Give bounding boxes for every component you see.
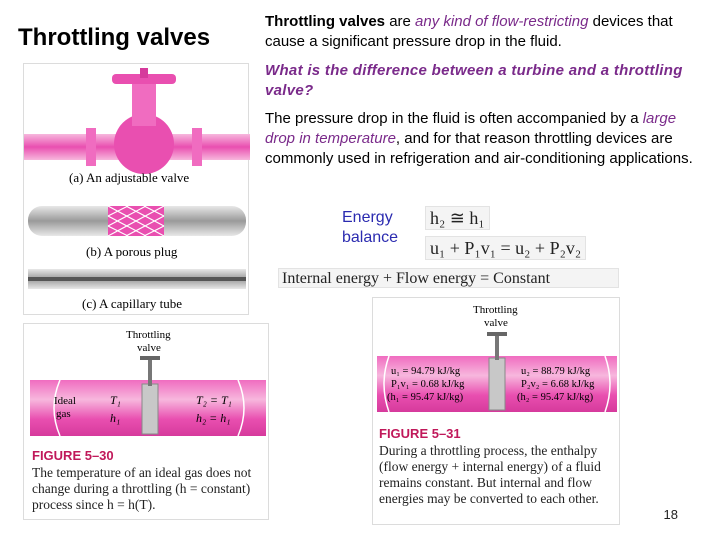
p2-italic: large drop in temperature — [265, 110, 677, 147]
figure-5-30-caption: The temperature of an ideal gas does not change during a throttling (h = constant) process since h = h(T). — [32, 465, 252, 512]
term-throttling-valves: Throttling valves — [265, 13, 386, 30]
energy-label-line1: Energy — [342, 209, 393, 226]
fig530-T2: T₂ = T₁ — [196, 393, 232, 407]
fig531-left-2: P₁v₁ = 0.68 kJ/kg — [391, 379, 465, 390]
caption-capillary-tube: (c) A capillary tube — [82, 296, 182, 311]
caption-adjustable-valve: (a) An adjustable valve — [69, 170, 190, 185]
p2-end: , and for that reason throttling devices are commonly used in refrigeration and air-conditioning applications. — [265, 130, 693, 167]
fig530-T1: T₁ — [110, 393, 121, 407]
figure-5-31-title: FIGURE 5–31 — [379, 426, 461, 441]
valve-stem-icon-2 — [495, 334, 499, 360]
fig531-right-1: u₂ = 88.79 kJ/kg — [521, 366, 591, 377]
energy-label-line2: balance — [342, 229, 399, 246]
figure-5-30-title: FIGURE 5–30 — [32, 448, 114, 463]
fig530-valve-label-2: valve — [137, 342, 161, 354]
valve-stem-icon — [148, 358, 152, 386]
throttling-devices-drawing — [24, 64, 250, 316]
intro-paragraph — [265, 12, 705, 52]
p2-start: The pressure drop in the fluid is often accompanied by a — [265, 110, 643, 127]
fig530-h1: h₁ — [110, 411, 121, 425]
fig530-valve-label-1: Throttling — [126, 329, 171, 341]
fig531-right-3: (h₂ = 95.47 kJ/kg) — [517, 392, 594, 403]
slide-title: Throttling valves — [18, 24, 211, 51]
valve-handle-icon — [140, 356, 160, 360]
fig530-gas-label-2: gas — [56, 408, 71, 420]
fig531-valve-label-2: valve — [484, 317, 508, 329]
caption-porous-plug: (b) A porous plug — [86, 244, 178, 259]
figure-5-31 — [372, 297, 620, 525]
page-number: 18 — [663, 507, 678, 522]
pressure-drop-paragraph — [265, 109, 705, 169]
figure-5-30 — [23, 323, 269, 520]
enthalpy-throttling-drawing — [373, 298, 621, 424]
throttling-devices-figure — [23, 63, 249, 315]
porous-plug-icon — [28, 206, 246, 236]
figure-5-31-caption: During a throttling process, the enthalpy (flow energy + internal energy) of a fluid remains constant. But internal and flow energies may be converted to each other. — [379, 443, 601, 506]
equation-constant: Internal energy + Flow energy = Constant — [278, 268, 619, 288]
fig530-gas-label-1: Ideal — [54, 395, 76, 407]
fig530-h2: h₂ = h₁ — [196, 411, 231, 425]
fig531-valve-label-1: Throttling — [473, 304, 518, 316]
ideal-gas-throttling-drawing — [24, 324, 270, 444]
capillary-tube-icon — [28, 269, 246, 289]
valve-body-icon — [142, 384, 158, 434]
valve-handle-icon-2 — [487, 332, 507, 336]
valve-body-icon-2 — [489, 358, 505, 410]
intro-are: are — [385, 13, 416, 30]
equation-h2-h1: h₂ ≅ h₁ — [425, 206, 490, 230]
fig531-right-2: P₂v₂ = 6.68 kJ/kg — [521, 379, 595, 390]
adjustable-valve-icon — [24, 68, 250, 174]
intro-end: devices that cause a significant pressure drop in the fluid. — [265, 13, 673, 50]
intro-italic: any kind of flow-restricting — [415, 13, 589, 30]
fig531-left-1: u₁ = 94.79 kJ/kg — [391, 366, 461, 377]
equation-energy-balance: u₁ + P₁v₁ = u₂ + P₂v₂ — [425, 236, 586, 260]
fig531-left-3: (h₁ = 95.47 kJ/kg) — [387, 392, 464, 403]
question-text: What is the difference between a turbine and a throttling valve? — [265, 62, 683, 99]
energy-balance-label — [342, 208, 398, 248]
